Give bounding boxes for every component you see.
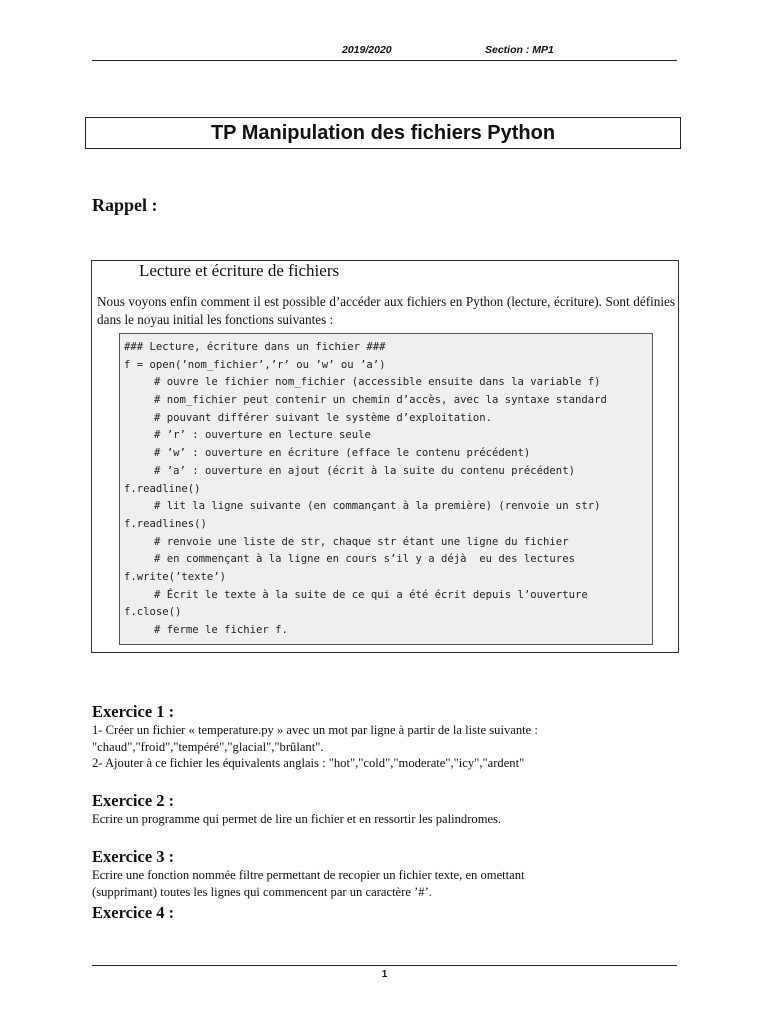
page-header: [92, 42, 677, 61]
code-line: f.write(’texte’): [124, 570, 227, 583]
code-line: # lit la ligne suivante (en commançant à la première) (renvoie un str): [154, 500, 601, 513]
code-line: f.close(): [124, 606, 182, 619]
code-line: f.readline(): [124, 482, 201, 495]
frame-title: Lecture et écriture de fichiers: [139, 261, 340, 280]
exercise-4-title: Exercice 4 :: [92, 903, 175, 922]
frame-intro: Nous voyons enfin comment il est possible d’accéder aux fichiers en Python (lecture, écriture). Sont définies dans le noyau initial les fonctions suivantes :: [97, 294, 675, 327]
exercise-1-title: Exercice 1 :: [92, 702, 175, 721]
code-line: f = open(’nom_fichier’,’r’ ou ’w’ ou ’a’): [124, 358, 386, 371]
exercise-1-line: "chaud","froid","tempéré","glacial","brûlant".: [92, 739, 324, 754]
code-line: # ’a’ : ouverture en ajout (écrit à la suite du contenu précédent): [154, 464, 575, 477]
code-line: f.readlines(): [124, 517, 207, 530]
code-line: # ’w’ : ouverture en écriture (efface le contenu précédent): [154, 447, 531, 460]
code-block: [119, 333, 653, 645]
exercise-1-line: 1- Créer un fichier « temperature.py » avec un mot par ligne à partir de la liste suivante :: [92, 723, 538, 737]
code-line: # pouvant différer suivant le système d’exploitation.: [154, 411, 493, 424]
rappel-heading: Rappel :: [92, 195, 158, 215]
exercise-2-line: Ecrire un programme qui permet de lire un fichier et en ressortir les palindromes.: [92, 812, 502, 826]
exercise-3-line: Ecrire une fonction nommée filtre permettant de recopier un fichier texte, en omettant: [92, 868, 525, 882]
code-line: ### Lecture, écriture dans un fichier ###: [124, 341, 386, 353]
section-label: Section : MP1: [485, 44, 554, 56]
exercise-1-text: [92, 722, 682, 772]
exercise-3-text: [92, 867, 682, 900]
code-line: # en commençant à la ligne en cours s’il y a déjà eu des lectures: [154, 553, 575, 566]
exercise-3-line: (supprimant) toutes les lignes qui commencent par un caractère ’#’.: [92, 884, 432, 899]
code-line: # Écrit le texte à la suite de ce qui a été écrit depuis l’ouverture: [154, 588, 588, 601]
exercise-3-title: Exercice 3 :: [92, 847, 175, 866]
exercise-2-text: [92, 811, 682, 828]
exercise-2-title: Exercice 2 :: [92, 791, 175, 810]
code-line: # ’r’ : ouverture en lecture seule: [154, 429, 371, 442]
code-line: # renvoie une liste de str, chaque str étant une ligne du fichier: [154, 535, 569, 548]
page-number: 1: [381, 969, 388, 980]
reminder-frame: [91, 260, 679, 653]
exercise-1-line: 2- Ajouter à ce fichier les équivalents anglais : "hot","cold","moderate","icy","ardent": [92, 756, 525, 770]
page-footer: [92, 965, 677, 980]
code-line: # ferme le fichier f.: [154, 624, 288, 636]
code-line: # nom_fichier peut contenir un chemin d’accès, avec la syntaxe standard: [154, 394, 607, 407]
document-title: TP Manipulation des fichiers Python: [85, 117, 681, 149]
school-year: 2019/2020: [342, 44, 392, 56]
code-line: # ouvre le fichier nom_fichier (accessible ensuite dans la variable f): [154, 376, 601, 389]
